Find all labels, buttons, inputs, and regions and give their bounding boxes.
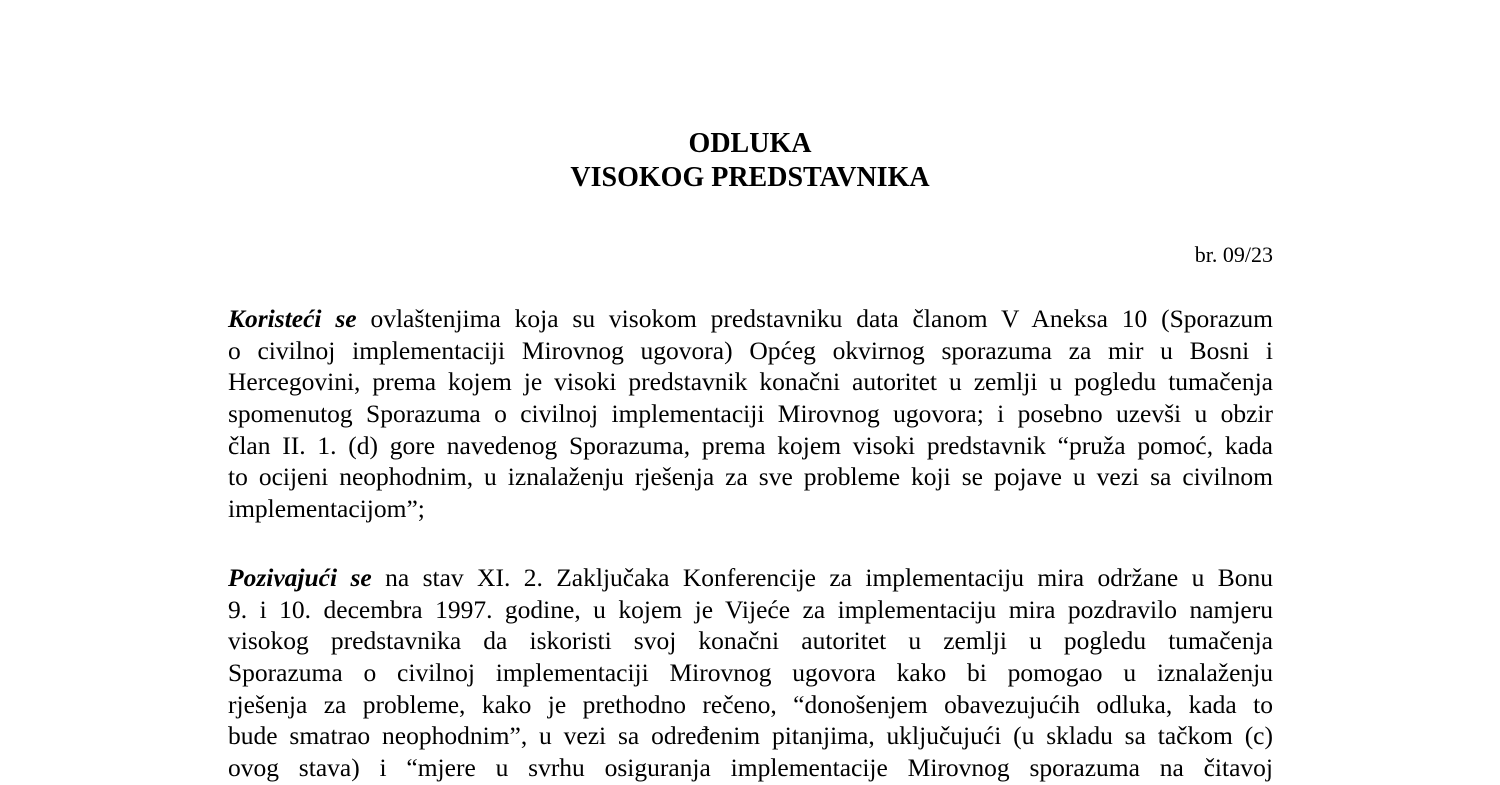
- paragraph-line: bude smatrao neophodnim”, u vezi sa određenim pitanjima, uključujući (u skladu sa tačkom (c): [228, 721, 1273, 751]
- paragraph-pozivajuci-se: [228, 562, 1273, 784]
- paragraph-koristeci-se: [228, 303, 1273, 525]
- paragraph-line: Sporazuma o civilnoj implementaciji Mirovnog ugovora kako bi pomogao u iznalaženju: [228, 658, 1273, 688]
- paragraph-line: Hercegovini, prema kojem je visoki predstavnik konačni autoritet u zemlji u pogledu tumačenja: [228, 367, 1273, 397]
- paragraph-line: [228, 562, 1273, 594]
- paragraph-line: implementacijom”;: [228, 494, 425, 524]
- paragraph-line: spomenutog Sporazuma o civilnoj implementaciji Mirovnog ugovora; i posebno uzevši u obzir: [228, 399, 1273, 429]
- paragraph-lead: Koristeći se: [228, 304, 357, 333]
- paragraph-line: visokog predstavnika da iskoristi svoj konačni autoritet u zemlji u pogledu tumačenja: [228, 626, 1273, 656]
- paragraph-line: ovog stava) i “mjere u svrhu osiguranja implementacije Mirovnog sporazuma na čitavoj: [228, 753, 1273, 783]
- decision-number: br. 09/23: [1194, 242, 1273, 267]
- paragraph-line: [228, 303, 1273, 335]
- paragraph-line: to ocijeni neophodnim, u iznalaženju rješenja za sve probleme koji se pojave u vezi sa civilnom: [228, 462, 1273, 492]
- document-title-line-1: ODLUKA: [688, 128, 812, 159]
- paragraph-line: član II. 1. (d) gore navedenog Sporazuma, prema kojem visoki predstavnik “pruža pomoć, kada: [228, 430, 1273, 460]
- paragraph-line: o civilnoj implementaciji Mirovnog ugovora) Općeg okvirnog sporazuma za mir u Bosni i: [228, 335, 1273, 365]
- paragraph-line-text: ovlaštenjima koja su visokom predstavniku data članom V Aneksa 10 (Sporazum: [356, 304, 1273, 333]
- paragraph-lead: Pozivajući se: [228, 563, 372, 592]
- paragraph-line: rješenja za probleme, kako je prethodno rečeno, “donošenjem obavezujućih odluka, kada to: [228, 689, 1273, 719]
- paragraph-line: 9. i 10. decembra 1997. godine, u kojem je Vijeće za implementaciju mira pozdravilo namjeru: [228, 594, 1273, 624]
- paragraph-line-text: na stav XI. 2. Zaključaka Konferencije za implementaciju mira održane u Bonu: [371, 563, 1273, 592]
- document-title-line-2: VISOKOG PREDSTAVNIKA: [570, 162, 930, 193]
